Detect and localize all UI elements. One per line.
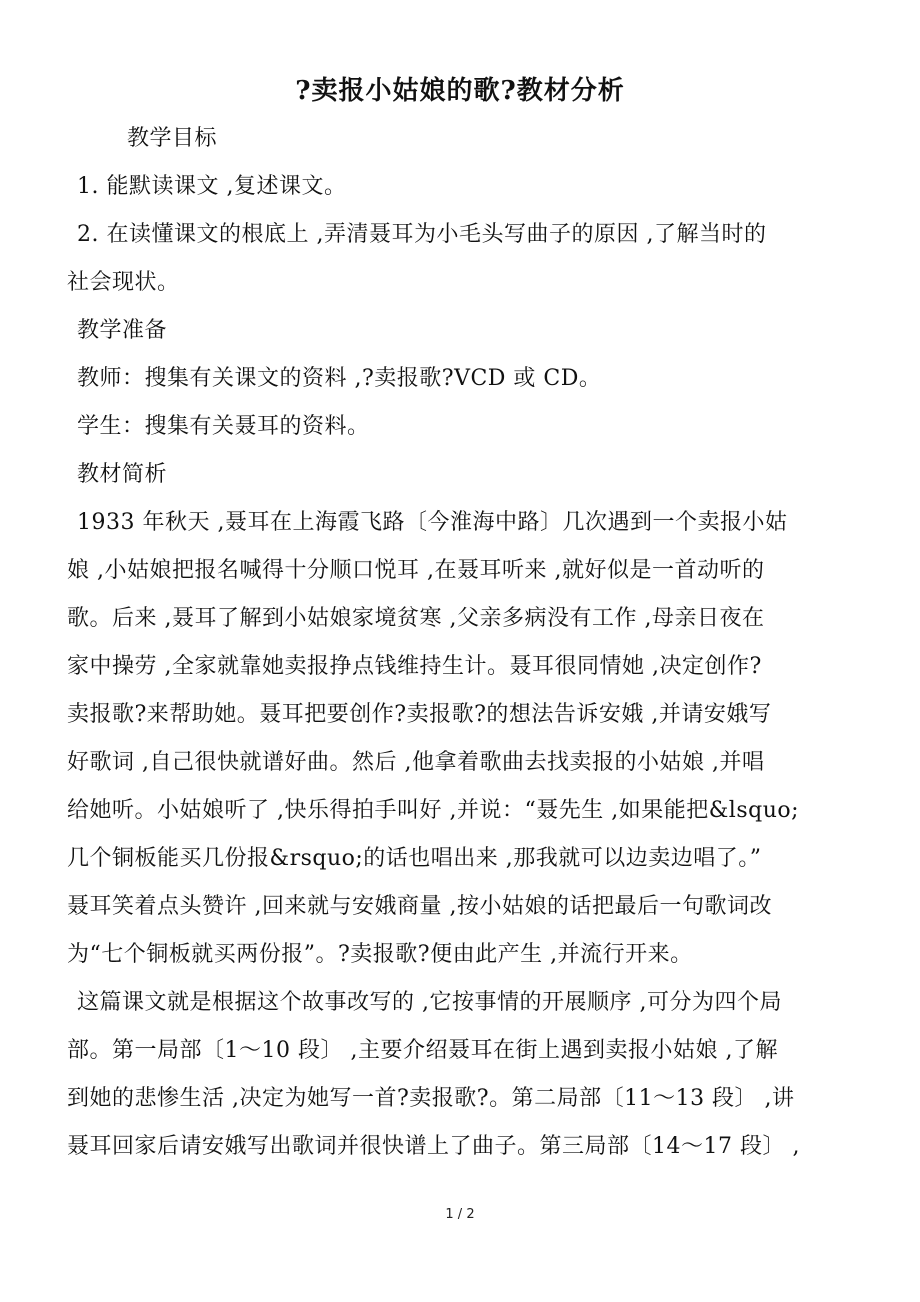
section-heading-teaching-goals: 教学目标 [127,126,218,151]
section-heading-analysis: 教材简析 [77,462,168,487]
paragraph-line: 这篇课文就是根据这个故事改写的 ,它按事情的开展顺序 ,可分为四个局 [77,990,782,1015]
paragraph-line: 聂耳回家后请安娥写出歌词并很快谱上了曲子。第三局部〔14～17 段〕 , [67,1134,800,1159]
paragraph-line: 聂耳笑着点头赞许 ,回来就与安娥商量 ,按小姑娘的话把最后一句歌词改 [67,894,772,919]
paragraph-line: 社会现状。 [67,270,180,295]
paragraph-line: 卖报歌?来帮助她。聂耳把要创作?卖报歌?的想法告诉安娥 ,并请安娥写 [67,702,772,727]
page-number: 1 / 2 [445,1207,475,1222]
document-title: ?卖报小姑娘的歌?教材分析 [295,76,625,106]
paragraph-line: 1933 年秋天 ,聂耳在上海霞飞路〔今淮海中路〕几次遇到一个卖报小姑 [77,510,788,535]
paragraph-line: 家中操劳 ,全家就靠她卖报挣点钱维持生计。聂耳很同情她 ,决定创作? [67,654,762,679]
paragraph-line: 歌。后来 ,聂耳了解到小姑娘家境贫寒 ,父亲多病没有工作 ,母亲日夜在 [67,606,765,631]
paragraph-line: 2. 在读懂课文的根底上 ,弄清聂耳为小毛头写曲子的原因 ,了解当时的 [77,222,767,247]
paragraph-line: 为“七个铜板就买两份报”。?卖报歌?便由此产生 ,并流行开来。 [67,942,693,967]
section-heading-preparation: 教学准备 [77,318,168,343]
paragraph-line: 部。第一局部〔1～10 段〕 ,主要介绍聂耳在街上遇到卖报小姑娘 ,了解 [67,1038,778,1063]
paragraph-line: 给她听。小姑娘听了 ,快乐得拍手叫好 ,并说：“聂先生 ,如果能把&lsquo; [67,798,800,823]
paragraph-line: 娘 ,小姑娘把报名喊得十分顺口悦耳 ,在聂耳听来 ,就好似是一首动听的 [67,558,765,583]
paragraph-line: 教师：搜集有关课文的资料 ,?卖报歌?VCD 或 CD。 [77,366,602,391]
paragraph-line: 学生：搜集有关聂耳的资料。 [77,414,370,439]
paragraph-line: 到她的悲惨生活 ,决定为她写一首?卖报歌?。第二局部〔11～13 段〕 ,讲 [67,1086,795,1111]
paragraph-line: 好歌词 ,自己很快就谱好曲。然后 ,他拿着歌曲去找卖报的小姑娘 ,并唱 [67,750,765,775]
paragraph-line: 几个铜板能买几份报&rsquo;的话也唱出来 ,那我就可以边卖边唱了。” [67,846,762,871]
paragraph-line: 1. 能默读课文 ,复述课文。 [77,174,347,199]
